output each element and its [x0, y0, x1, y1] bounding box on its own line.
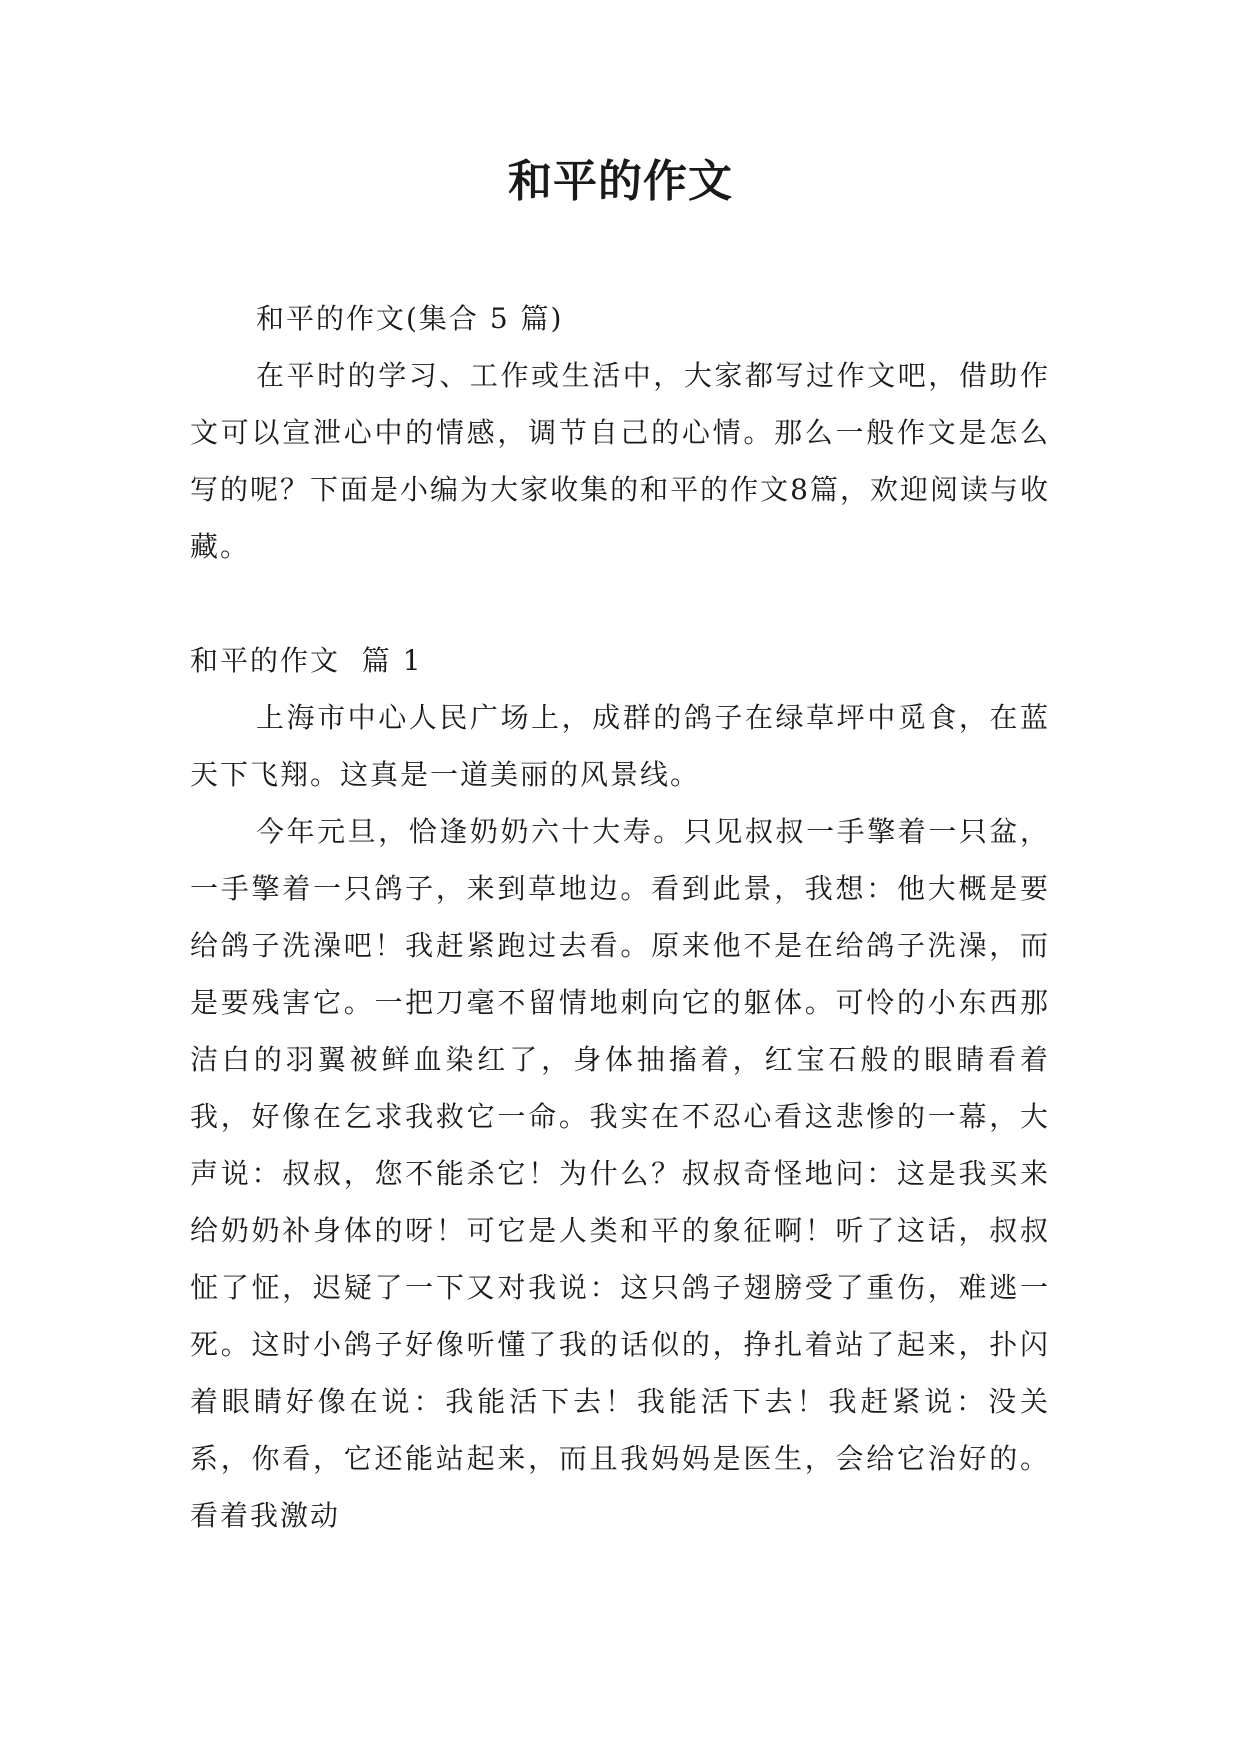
- section-heading: 和平的作文 篇 1: [190, 644, 423, 677]
- body-paragraph: 今年元旦，恰逢奶奶六十大寿。只见叔叔一手擎着一只盆，一手擎着一只鸽子，来到草地边。看到此景，我想：他大概是要给鸽子洗澡吧！我赶紧跑过去看。原来他不是在给鸽子洗澡，而是要残害它。一把刀毫不留情地刺向它的躯体。可怜的小东西那洁白的羽翼被鲜血染红了，身体抽搐着，红宝石般的眼睛看着我，好像在乞求我救它一命。我实在不忍心看这悲惨的一幕，大声说：叔叔，您不能杀它！为什么？叔叔奇怪地问：这是我买来给奶奶补身体的呀！可它是人类和平的象征啊！听了这话，叔叔怔了怔，迟疑了一下又对我说：这只鸽子翅膀受了重伤，难逃一死。这时小鸽子好像听懂了我的话似的，挣扎着站了起来，扑闪着眼睛好像在说：我能活下去！我能活下去！我赶紧说：没关系，你看，它还能站起来，而且我妈妈是医生，会给它治好的。看着我激动: [190, 815, 1050, 1532]
- intro-paragraph: 在平时的学习、工作或生活中，大家都写过作文吧，借助作文可以宣泄心中的情感，调节自己的心情。那么一般作文是怎么写的呢？下面是小编为大家收集的和平的作文8篇，欢迎阅读与收藏。: [190, 359, 1050, 563]
- body-paragraph: 上海市中心人民广场上，成群的鸽子在绿草坪中觅食，在蓝天下飞翔。这真是一道美丽的风景线。: [190, 701, 1050, 791]
- document-body: [190, 290, 1050, 1544]
- document-subtitle: 和平的作文(集合 5 篇): [256, 302, 564, 335]
- document-title: 和平的作文: [508, 156, 733, 207]
